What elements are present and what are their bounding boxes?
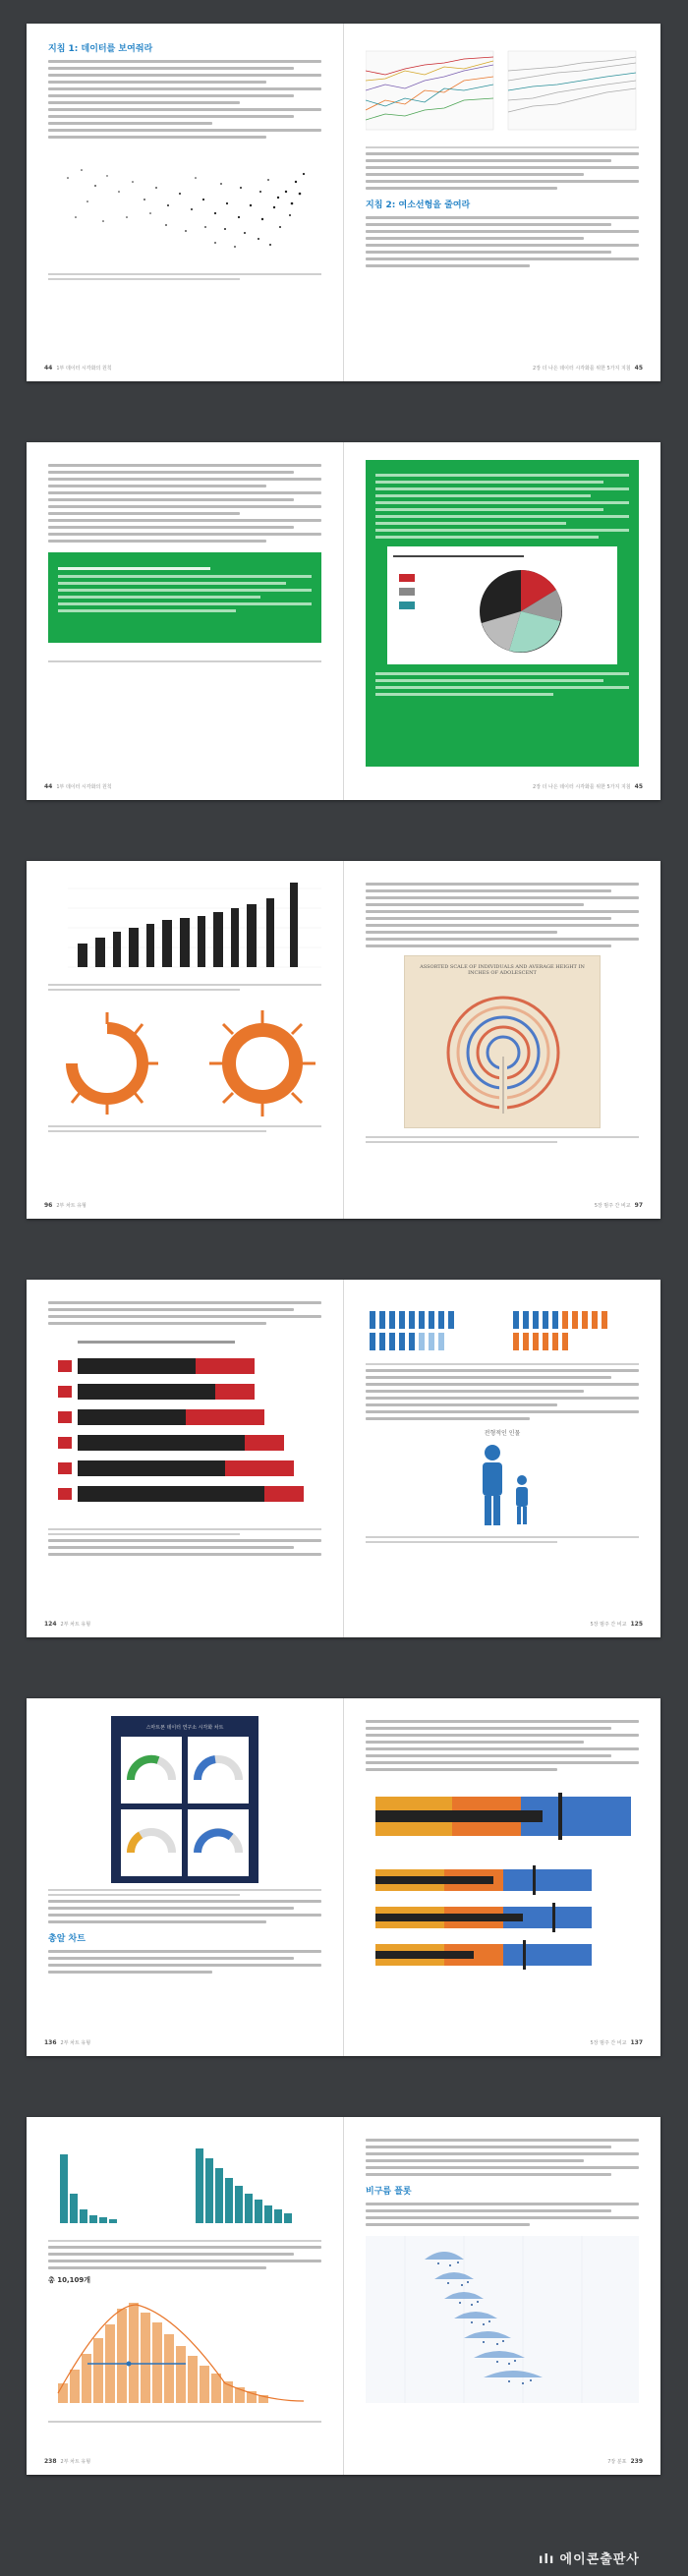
teal-histograms: [48, 2135, 321, 2233]
orange-histogram: [48, 2285, 321, 2413]
green-callout-box: [366, 460, 639, 767]
section-heading: 지침 1: 데이터를 보여줘라: [48, 44, 153, 54]
page-footer: 136 2부 차트 유형: [44, 2039, 91, 2046]
spread-3: [27, 861, 660, 1219]
figure-title: ASSORTED SCALE OF INDIVIDUALS AND AVERAGE HEIGHT IN INCHES OF ADOLESCENT: [420, 964, 585, 976]
page-137-right: [344, 1698, 660, 2056]
graphic-label: 전형적인 인물: [484, 1430, 521, 1437]
page-footer: 124 2부 차트 유형: [44, 1621, 91, 1628]
page-footer: 44 1부 데이터 시각화의 원칙: [44, 365, 112, 372]
spread-2: [27, 442, 660, 800]
page-44-left: [27, 24, 343, 381]
page-footer: 5장 범주 간 비교 97: [594, 1202, 643, 1209]
dashboard-title: 스마트폰 데이터 연구소 시각화 차트: [145, 1725, 224, 1731]
page-footer: 96 2부 차트 유형: [44, 1202, 86, 1209]
page-footer: 44 1부 데이터 시각화의 원칙: [44, 783, 112, 790]
page-footer: 5장 범주 간 비교 137: [590, 2039, 643, 2046]
page-45-right: [344, 442, 660, 800]
publisher-logo: [539, 2548, 640, 2567]
section-heading: 지침 2: 여소선형을 줄여라: [366, 200, 471, 210]
bullet-chart-large: [366, 1783, 639, 1852]
spread-5: [27, 1698, 660, 2056]
green-callout-box: [48, 552, 321, 643]
pictogram-chart: [48, 1335, 321, 1521]
bullet-chart-stack: [366, 1861, 639, 1979]
page-footer: 2장 더 나은 데이터 시각화를 위한 5가지 지침 45: [533, 783, 643, 790]
radial-bar-chart-left: [48, 1004, 166, 1122]
small-multiples-line-chart: [366, 41, 639, 140]
radial-bar-chart-right: [203, 1004, 321, 1122]
person-silhouette-icon: [453, 1441, 551, 1529]
pie-chart-card: [387, 546, 617, 664]
people-icon-chart: [366, 1297, 639, 1356]
us-dot-map-figure: [48, 148, 321, 266]
page-96-left: [27, 861, 343, 1219]
page-125-right: [344, 1280, 660, 1637]
historical-figure-photo: [404, 955, 601, 1128]
skyscraper-bar-chart: [48, 879, 321, 977]
page-footer: 2장 더 나은 데이터 시각화를 위한 5가지 지침 45: [533, 365, 643, 372]
page-97-right: [344, 861, 660, 1219]
spread-1: [27, 24, 660, 381]
publisher-logo-icon: ılı: [539, 2552, 555, 2567]
page-44-left: [27, 442, 343, 800]
gauge-grid: [119, 1735, 251, 1878]
spread-4: [27, 1280, 660, 1637]
page-124-left: [27, 1280, 343, 1637]
publisher-name: 에이콘출판사: [559, 2552, 640, 2567]
section-heading: 총알 차트: [48, 1934, 86, 1944]
spiral-chart: [413, 976, 594, 1123]
page-45-right: [344, 24, 660, 381]
spread-6: [27, 2117, 660, 2475]
typical-person-graphic: [366, 1428, 639, 1533]
page-239-right: [344, 2117, 660, 2475]
page-footer: 238 2부 차트 유형: [44, 2458, 91, 2465]
raincloud-plot: [366, 2236, 639, 2403]
page-238-left: [27, 2117, 343, 2475]
page-footer: 7장 분포 239: [607, 2458, 643, 2465]
section-heading: 비구름 플롯: [366, 2187, 412, 2197]
page-footer: 5장 범주 간 비교 125: [590, 1621, 643, 1628]
gauge-dashboard: [111, 1716, 258, 1883]
histogram-title: 총 10,109개: [48, 2276, 90, 2284]
page-136-left: [27, 1698, 343, 2056]
pie-chart: [393, 560, 590, 658]
